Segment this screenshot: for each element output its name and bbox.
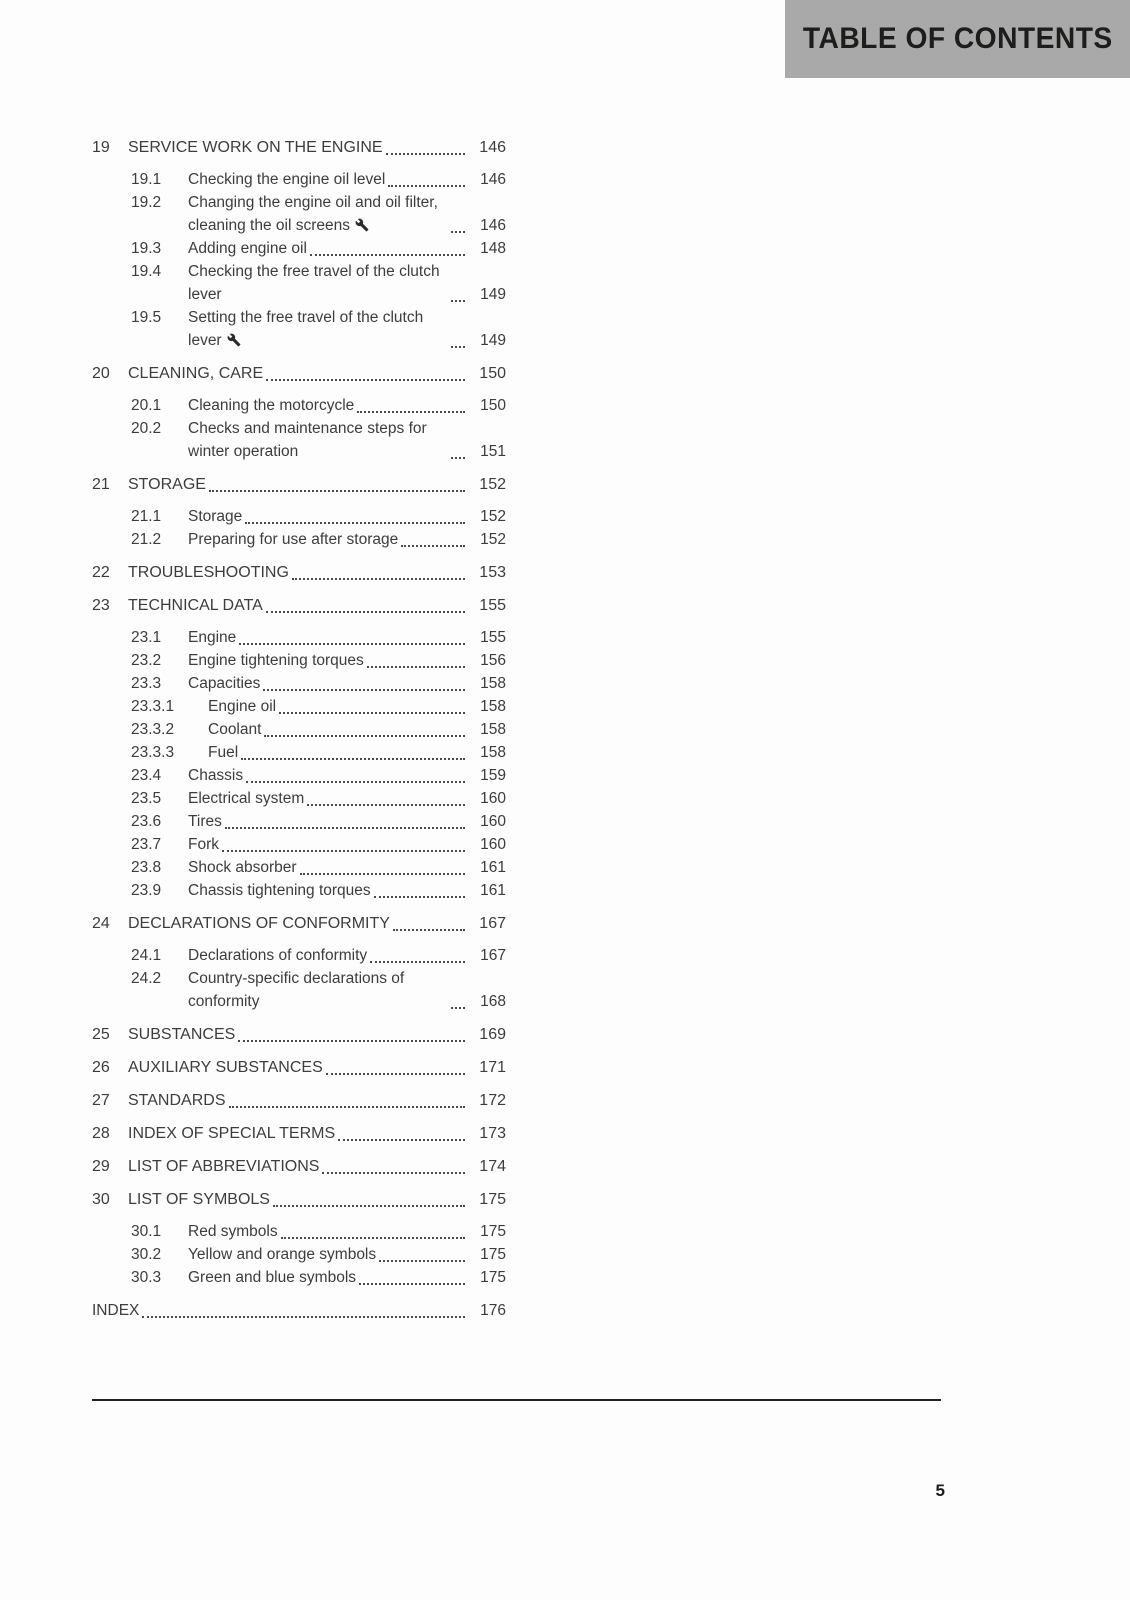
toc-entry-row	[92, 191, 506, 237]
toc-entry-page: 175	[480, 1269, 506, 1286]
toc-entry-row	[92, 879, 506, 902]
toc-entry-page: 150	[479, 365, 506, 382]
toc-entry-page: 160	[480, 790, 506, 807]
toc-entry-row	[92, 1220, 506, 1243]
toc-entry-number: 23.6	[131, 813, 162, 830]
page-number: 5	[935, 1481, 945, 1500]
dot-leader	[326, 1073, 465, 1075]
toc-index-row	[92, 1299, 506, 1322]
toc-entry-title: Storage	[188, 508, 243, 525]
dot-leader	[451, 300, 465, 302]
dot-leader	[388, 185, 465, 187]
toc-entry-page: 148	[480, 240, 506, 257]
toc-entry-title: CLEANING, CARE	[128, 365, 264, 382]
dot-leader	[386, 153, 465, 155]
dot-leader	[142, 1316, 465, 1318]
toc-entry-row	[92, 967, 506, 1013]
toc-chapter-row	[92, 912, 506, 935]
toc-entry-page: 149	[480, 286, 506, 303]
toc-entry-page: 151	[480, 443, 506, 460]
toc-entry-number: 19.3	[131, 240, 162, 257]
toc-entry-row	[92, 306, 506, 352]
toc-entry-title: Red symbols	[188, 1223, 278, 1240]
toc-entry-page: 175	[480, 1223, 506, 1240]
toc-entry-row	[92, 417, 506, 463]
toc-entry-body	[128, 1023, 506, 1046]
toc-entry-title: Country-specific declarations of conformity	[188, 970, 405, 1010]
toc-entry-title: SERVICE WORK ON THE ENGINE	[128, 139, 383, 156]
toc-entry-row	[92, 856, 506, 879]
toc-entry-page: 146	[480, 217, 506, 234]
dot-leader	[367, 666, 465, 668]
toc-entry-body	[128, 136, 506, 159]
toc-entry-body	[188, 1266, 506, 1289]
dot-leader	[451, 346, 465, 348]
toc-entry-title: SUBSTANCES	[128, 1026, 236, 1043]
dot-leader	[374, 896, 465, 898]
toc-chapter-row	[92, 473, 506, 496]
toc-entry-body	[188, 417, 506, 463]
toc-entry-body	[208, 695, 506, 718]
toc-entry-page: 172	[479, 1092, 506, 1109]
toc-entry-row	[92, 672, 506, 695]
toc-entry-title: Engine	[188, 629, 237, 646]
toc-entry-row	[92, 237, 506, 260]
toc-entry-body	[92, 1299, 506, 1322]
dot-leader	[238, 1040, 465, 1042]
toc-entry-page: 161	[480, 859, 506, 876]
dot-leader	[401, 545, 465, 547]
wrench-icon	[227, 333, 241, 347]
toc-chapter-row	[92, 1188, 506, 1211]
toc-entry-body	[128, 1155, 506, 1178]
toc-entry-body	[128, 912, 506, 935]
toc-entry-number: 23.1	[131, 629, 162, 646]
toc-entry-title: Coolant	[208, 721, 262, 738]
toc-entry-page: 158	[480, 721, 506, 738]
toc-entry-body	[188, 944, 506, 967]
toc-entry-title: LIST OF ABBREVIATIONS	[128, 1158, 320, 1175]
toc-entry-title: Changing the engine oil and oil filter, cleaning the oil screens	[188, 194, 438, 234]
toc-entry-title: Adding engine oil	[188, 240, 307, 257]
dot-leader	[266, 379, 465, 381]
toc-entry-title: Checking the free travel of the clutch lever	[188, 263, 440, 303]
toc-entry-body	[188, 649, 506, 672]
toc-entry-row	[92, 168, 506, 191]
toc-entry-body	[128, 1089, 506, 1112]
footer-rule	[92, 1399, 941, 1401]
dot-leader	[263, 689, 465, 691]
toc-entry-body	[188, 237, 506, 260]
toc-entry-page: 146	[479, 139, 506, 156]
toc-entry-title: Tires	[188, 813, 222, 830]
toc-entry-title: Checking the engine oil level	[188, 171, 386, 188]
toc-entry-row	[92, 695, 506, 718]
toc-entry-number: 26	[92, 1059, 110, 1076]
toc-entry-number: 24.2	[131, 970, 162, 987]
dot-leader	[229, 1106, 466, 1108]
toc-entry-number: 23.8	[131, 859, 162, 876]
toc-entry-page: 156	[480, 652, 506, 669]
toc-entry-number: 28	[92, 1125, 110, 1142]
dot-leader	[266, 611, 465, 613]
toc-entry-row	[92, 260, 506, 306]
toc-chapter-row	[92, 1155, 506, 1178]
dot-leader	[357, 411, 465, 413]
toc-chapter-row	[92, 136, 506, 159]
dot-leader	[379, 1260, 465, 1262]
toc-entry-page: 152	[480, 508, 506, 525]
toc-entry-number: 19.4	[131, 263, 162, 280]
toc-entry-row	[92, 741, 506, 764]
toc-entry-body	[188, 1243, 506, 1266]
toc-entry-page: 167	[479, 915, 506, 932]
toc-entry-page: 167	[480, 947, 506, 964]
dot-leader	[359, 1283, 465, 1285]
dot-leader	[451, 457, 465, 459]
dot-leader	[451, 231, 465, 233]
toc-entry-row	[92, 787, 506, 810]
toc-entry-body	[188, 833, 506, 856]
toc-entry-page: 175	[480, 1246, 506, 1263]
toc-entry-row	[92, 810, 506, 833]
toc-chapter-row	[92, 561, 506, 584]
toc-entry-title: INDEX OF SPECIAL TERMS	[128, 1125, 336, 1142]
toc-entry-title: Preparing for use after storage	[188, 531, 399, 548]
dot-leader	[300, 873, 465, 875]
toc-entry-number: 23.3.1	[131, 698, 175, 715]
toc-entry-body	[208, 718, 506, 741]
toc-chapter-row	[92, 1023, 506, 1046]
toc-entry-body	[188, 191, 506, 237]
toc-entry-title: Engine tightening torques	[188, 652, 364, 669]
toc-entry-title: Cleaning the motorcycle	[188, 397, 355, 414]
toc-entry-row	[92, 626, 506, 649]
toc-entry-page: 176	[480, 1302, 506, 1319]
toc-entry-row	[92, 833, 506, 856]
toc-entry-page: 152	[479, 476, 506, 493]
toc-entry-title: Green and blue symbols	[188, 1269, 357, 1286]
dot-leader	[241, 758, 465, 760]
toc-entry-page: 146	[480, 171, 506, 188]
toc-entry-body	[188, 810, 506, 833]
dot-leader	[239, 643, 465, 645]
toc-entry-number: 25	[92, 1026, 110, 1043]
toc-entry-number: 21.2	[131, 531, 162, 548]
toc-entry-title: Chassis	[188, 767, 244, 784]
toc-entry-number: 30	[92, 1191, 110, 1208]
toc-entry-number: 23.7	[131, 836, 162, 853]
toc-entry-page: 149	[480, 332, 506, 349]
toc-entry-page: 168	[480, 993, 506, 1010]
toc-entry-number: 20.1	[131, 397, 162, 414]
toc-entry-page: 174	[479, 1158, 506, 1175]
toc-entry-number: 23	[92, 597, 110, 614]
dot-leader	[370, 961, 465, 963]
toc-entry-number: 22	[92, 564, 110, 581]
toc-entry-number: 19.1	[131, 171, 162, 188]
table-of-contents	[92, 126, 506, 1322]
toc-entry-body	[188, 168, 506, 191]
toc-entry-page: 173	[479, 1125, 506, 1142]
toc-chapter-row	[92, 594, 506, 617]
toc-entry-body	[188, 260, 506, 306]
toc-entry-number: 23.3	[131, 675, 162, 692]
toc-entry-body	[188, 787, 506, 810]
toc-entry-number: 19.2	[131, 194, 162, 211]
toc-entry-body	[128, 561, 506, 584]
toc-entry-body	[128, 473, 506, 496]
toc-entry-body	[188, 505, 506, 528]
toc-chapter-row	[92, 1056, 506, 1079]
toc-entry-title: DECLARATIONS OF CONFORMITY	[128, 915, 390, 932]
toc-entry-number: 23.5	[131, 790, 162, 807]
toc-entry-page: 171	[479, 1059, 506, 1076]
toc-entry-body	[188, 856, 506, 879]
toc-entry-number: 21	[92, 476, 110, 493]
toc-entry-title: Electrical system	[188, 790, 305, 807]
toc-entry-body	[128, 1122, 506, 1145]
toc-entry-number: 30.1	[131, 1223, 162, 1240]
toc-entry-body	[188, 672, 506, 695]
toc-entry-title: INDEX	[92, 1302, 140, 1319]
toc-entry-number: 21.1	[131, 508, 162, 525]
toc-entry-title: Fuel	[208, 744, 239, 761]
dot-leader	[281, 1237, 465, 1239]
toc-entry-title: STANDARDS	[128, 1092, 226, 1109]
toc-entry-row	[92, 505, 506, 528]
toc-entry-row	[92, 764, 506, 787]
toc-chapter-row	[92, 362, 506, 385]
toc-entry-body	[208, 741, 506, 764]
toc-entry-page: 153	[479, 564, 506, 581]
toc-entry-page: 158	[480, 744, 506, 761]
wrench-icon	[355, 218, 369, 232]
toc-entry-row	[92, 649, 506, 672]
dot-leader	[279, 712, 465, 714]
toc-entry-row	[92, 944, 506, 967]
dot-leader	[451, 1007, 465, 1009]
dot-leader	[222, 850, 465, 852]
dot-leader	[245, 522, 465, 524]
header-band	[785, 0, 1130, 78]
toc-entry-page: 150	[480, 397, 506, 414]
toc-entry-title: AUXILIARY SUBSTANCES	[128, 1059, 323, 1076]
toc-entry-number: 24	[92, 915, 110, 932]
toc-entry-body	[128, 1188, 506, 1211]
toc-entry-body	[188, 306, 506, 352]
toc-entry-title: Chassis tightening torques	[188, 882, 371, 899]
toc-entry-body	[188, 394, 506, 417]
toc-entry-number: 29	[92, 1158, 110, 1175]
toc-entry-title: Yellow and orange symbols	[188, 1246, 377, 1263]
dot-leader	[264, 735, 465, 737]
toc-entry-number: 23.3.2	[131, 721, 175, 738]
toc-entry-number: 27	[92, 1092, 110, 1109]
dot-leader	[209, 490, 465, 492]
toc-entry-body	[188, 1220, 506, 1243]
toc-entry-number: 19.5	[131, 309, 162, 326]
toc-entry-number: 23.2	[131, 652, 162, 669]
toc-entry-title: Fork	[188, 836, 219, 853]
toc-entry-row	[92, 1243, 506, 1266]
dot-leader	[307, 804, 465, 806]
toc-entry-row	[92, 1266, 506, 1289]
toc-entry-body	[188, 879, 506, 902]
toc-chapter-row	[92, 1089, 506, 1112]
toc-entry-title: LIST OF SYMBOLS	[128, 1191, 270, 1208]
toc-entry-number: 23.9	[131, 882, 162, 899]
toc-entry-number: 30.2	[131, 1246, 162, 1263]
toc-entry-number: 20.2	[131, 420, 162, 437]
dot-leader	[273, 1205, 465, 1207]
toc-entry-title: Capacities	[188, 675, 261, 692]
dot-leader	[310, 254, 465, 256]
toc-entry-row	[92, 528, 506, 551]
toc-entry-number: 24.1	[131, 947, 162, 964]
toc-entry-number: 30.3	[131, 1269, 162, 1286]
toc-entry-title: Checks and maintenance steps for winter operation	[188, 420, 427, 460]
toc-entry-title: STORAGE	[128, 476, 206, 493]
toc-entry-body	[188, 528, 506, 551]
dot-leader	[225, 827, 465, 829]
dot-leader	[246, 781, 465, 783]
page-title: TABLE OF CONTENTS	[802, 22, 1113, 55]
toc-entry-body	[188, 967, 506, 1013]
dot-leader	[393, 929, 465, 931]
toc-entry-title: Declarations of conformity	[188, 947, 368, 964]
toc-entry-body	[188, 626, 506, 649]
toc-chapter-row	[92, 1122, 506, 1145]
toc-entry-page: 160	[480, 836, 506, 853]
toc-entry-page: 161	[480, 882, 506, 899]
toc-entry-body	[128, 594, 506, 617]
dot-leader	[322, 1172, 465, 1174]
toc-entry-body	[128, 1056, 506, 1079]
toc-entry-page: 175	[479, 1191, 506, 1208]
toc-entry-page: 159	[480, 767, 506, 784]
toc-entry-body	[188, 764, 506, 787]
toc-entry-title: Engine oil	[208, 698, 277, 715]
toc-entry-title: Shock absorber	[188, 859, 297, 876]
toc-entry-page: 160	[480, 813, 506, 830]
toc-entry-title: TECHNICAL DATA	[128, 597, 263, 614]
dot-leader	[338, 1139, 465, 1141]
toc-entry-page: 158	[480, 698, 506, 715]
toc-entry-title: Setting the free travel of the clutch lever	[188, 309, 424, 349]
dot-leader	[292, 578, 465, 580]
toc-entry-row	[92, 394, 506, 417]
toc-entry-number: 20	[92, 365, 110, 382]
toc-entry-page: 155	[480, 629, 506, 646]
toc-entry-number: 23.3.3	[131, 744, 175, 761]
toc-entry-row	[92, 718, 506, 741]
toc-entry-body	[128, 362, 506, 385]
toc-entry-number: 19	[92, 139, 110, 156]
toc-entry-page: 169	[479, 1026, 506, 1043]
toc-entry-title: TROUBLESHOOTING	[128, 564, 289, 581]
toc-entry-page: 152	[480, 531, 506, 548]
toc-entry-page: 158	[480, 675, 506, 692]
toc-entry-number: 23.4	[131, 767, 162, 784]
toc-entry-page: 155	[479, 597, 506, 614]
